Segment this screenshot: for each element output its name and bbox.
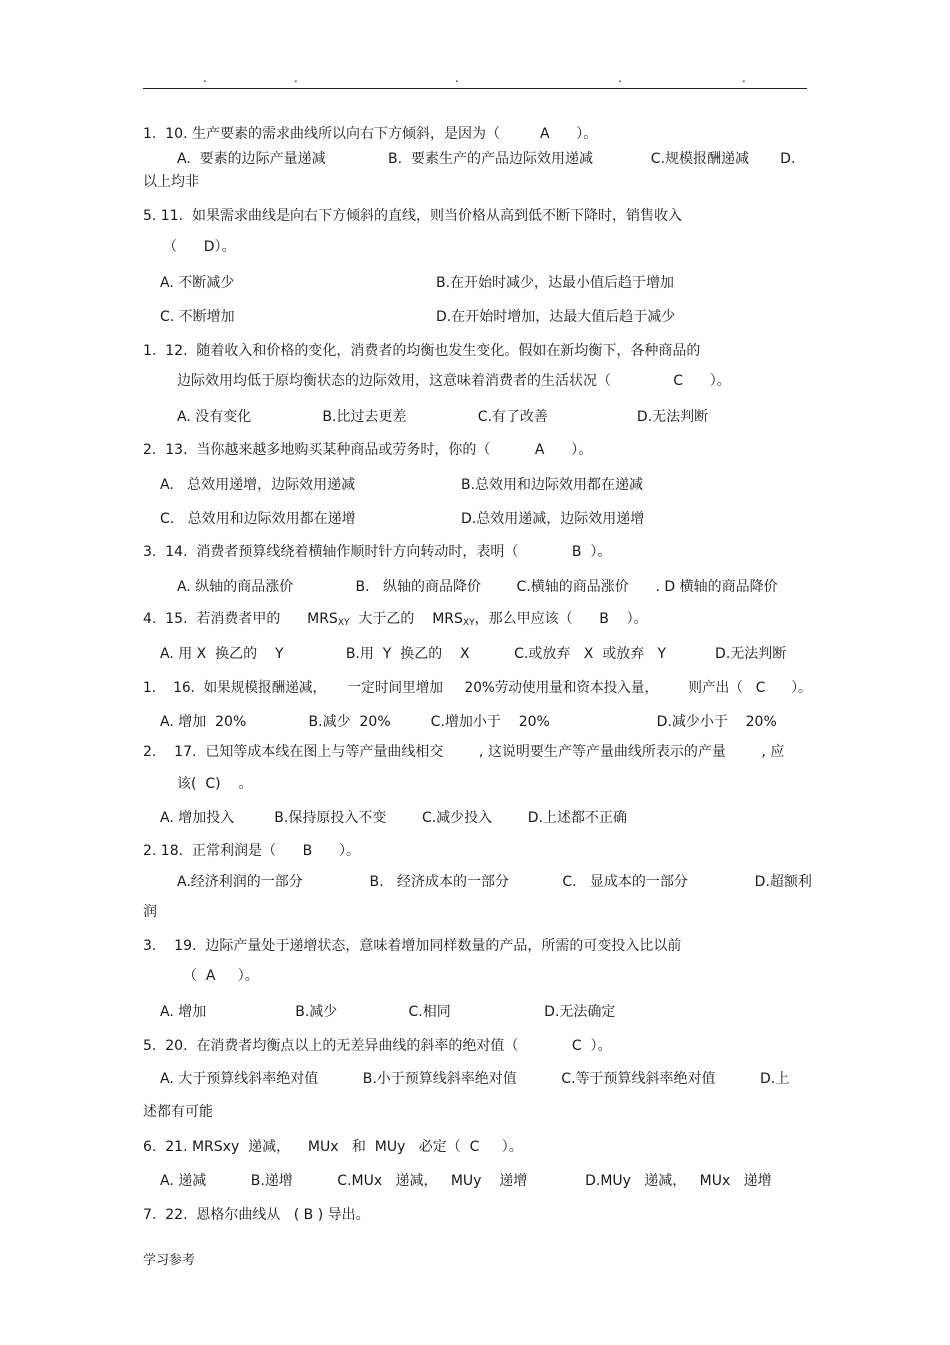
q20-options-cont: 述都有可能 (143, 1104, 213, 1120)
q11-option-c: C. 不断增加 (160, 309, 235, 325)
q13-option-a: A. 总效用递增，边际效用递减 (160, 477, 356, 493)
question-17: 2. 17. 已知等成本线在图上与等产量曲线相交 , 这说明要生产等产量曲线所表示的产量 , 应 (143, 744, 785, 760)
q10-options: A. 要素的边际产量递减 B. 要素生产的产品边际效用递减 C.规模报酬递减 D. (177, 151, 796, 167)
q14-options: A. 纵轴的商品涨价 B. 纵轴的商品降价 C.横轴的商品涨价 . D 横轴的商品降价 (177, 579, 778, 595)
header-dot: . (203, 71, 207, 85)
q11-option-b: B.在开始时减少，达最小值后趋于增加 (436, 275, 675, 291)
q11-option-a: A. 不断减少 (160, 275, 235, 291)
question-10: 1. 10. 生产要素的需求曲线所以向右下方倾斜，是因为（ A ）。 (143, 126, 598, 142)
question-22: 7. 22. 恩格尔曲线从 ( B ) 导出。 (143, 1207, 370, 1223)
q15-text-b: 大于乙的 MRS (349, 611, 463, 627)
q13-option-b: B.总效用和边际效用都在递减 (461, 477, 644, 493)
q12-cont: 边际效用均低于原均衡状态的边际效用，这意味着消费者的生活状况（ C ）。 (177, 373, 731, 389)
q15-text-c: ，那么甲应该（ B ）。 (474, 611, 648, 627)
q21-options: A. 递减 B.递增 C.MUx 递减， MUy 递增 D.MUy 递减， MUx 递增 (160, 1173, 772, 1189)
question-13: 2. 13. 当你越来越多地购买某种商品或劳务时，你的（ A ）。 (143, 442, 593, 458)
q13-option-d: D.总效用递减，边际效用递增 (461, 511, 645, 527)
q15-options: A. 用 X 换乙的 Y B.用 Y 换乙的 X C.或放弃 X 或放弃 Y D.无法判断 (160, 646, 787, 662)
q15-subscript: XY (462, 618, 475, 628)
question-21: 6. 21. MRSxy 递减， MUx 和 MUy 必定（ C ）。 (143, 1139, 523, 1155)
footer-text: 学习参考 (143, 1253, 196, 1268)
question-11: 5. 11. 如果需求曲线是向右下方倾斜的直线，则当价格从高到低不断下降时，销售收入 (143, 208, 682, 224)
q17-cont: 该( C) 。 (177, 776, 253, 792)
question-14: 3. 14. 消费者预算线绕着横轴作顺时针方向转动时，表明（ B ）。 (143, 544, 612, 560)
header-dot: . (742, 71, 746, 85)
q18-options: A.经济利润的一部分 B. 经济成本的一部分 C. 显成本的一部分 D.超额利 (177, 874, 812, 890)
question-12: 1. 12. 随着收入和价格的变化，消费者的均衡也发生变化。假如在新均衡下，各种商品的 (143, 343, 701, 359)
question-16: 1. 16. 如果规模报酬递减， 一定时间里增加 20%劳动使用量和资本投入量， 则产出（ C ）。 (143, 680, 812, 696)
q16-options: A. 增加 20% B.减少 20% C.增加小于 20% D.减少小于 20% (160, 714, 777, 730)
question-19: 3. 19. 边际产量处于递增状态，意味着增加同样数量的产品，所需的可变投入比以前 (143, 938, 682, 954)
q17-options: A. 增加投入 B.保持原投入不变 C.减少投入 D.上述都不正确 (160, 810, 627, 826)
q20-options: A. 大于预算线斜率绝对值 B.小于预算线斜率绝对值 C.等于预算线斜率绝对值 D.上 (160, 1071, 790, 1087)
q13-option-c: C. 总效用和边际效用都在递增 (160, 511, 356, 527)
header-rule (143, 88, 807, 89)
header-dot: . (294, 71, 298, 85)
q18-options-cont: 润 (143, 904, 157, 920)
q10-options-cont: 以上均非 (143, 174, 199, 190)
q11-option-d: D.在开始时增加，达最大值后趋于减少 (436, 309, 676, 325)
q15-text-a: 4. 15. 若消费者甲的 MRS (143, 611, 338, 627)
header-dot: . (618, 71, 622, 85)
header-dot: . (455, 71, 459, 85)
q19-answer: （ A ）。 (183, 968, 259, 984)
q11-answer: （ D）。 (163, 239, 236, 255)
question-20: 5. 20. 在消费者均衡点以上的无差异曲线的斜率的绝对值（ C ）。 (143, 1038, 612, 1054)
q12-options: A. 没有变化 B.比过去更差 C.有了改善 D.无法判断 (177, 409, 709, 425)
question-15 (143, 610, 648, 632)
q15-subscript: XY (337, 618, 350, 628)
q19-options: A. 增加 B.减少 C.相同 D.无法确定 (160, 1004, 616, 1020)
question-18: 2. 18. 正常利润是（ B ）。 (143, 843, 360, 859)
